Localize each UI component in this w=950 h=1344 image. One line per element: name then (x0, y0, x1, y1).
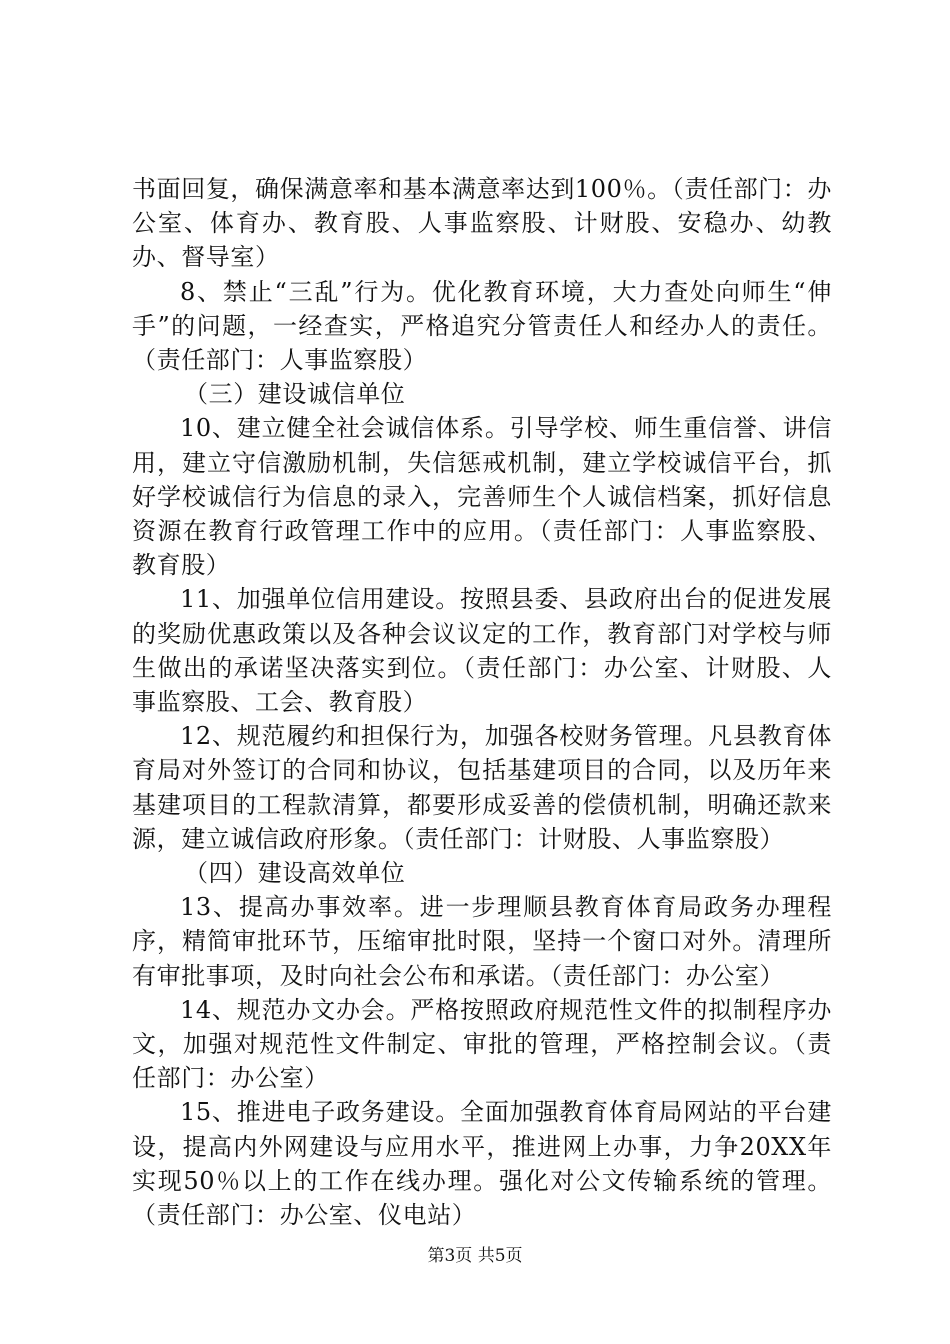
document-body (132, 172, 832, 1232)
paragraph: 11、加强单位信用建设。按照县委、县政府出台的促进发展的奖励优惠政策以及各种会议议定的工作，教育部门对学校与师生做出的承诺坚决落实到位。（责任部门：办公室、计财股、人事监察股、工会、教育股） (132, 585, 832, 717)
section-heading: （四）建设高效单位 (184, 859, 406, 888)
paragraph: 14、规范办文办会。严格按照政府规范性文件的拟制程序办文，加强对规范性文件制定、审批的管理，严格控制会议。（责任部门：办公室） (132, 995, 832, 1093)
paragraph: 15、推进电子政务建设。全面加强教育体育局网站的平台建设，提高内外网建设与应用水平，推进网上办事，力争20XX年实现50％以上的工作在线办理。强化对公文传输系统的管理。（责任部门：办公室、仪电站） (132, 1098, 832, 1230)
page-footer: 第3页 共5页 (427, 1246, 523, 1266)
paragraph: 12、规范履约和担保行为，加强各校财务管理。凡县教育体育局对外签订的合同和协议，包括基建项目的合同，以及历年来基建项目的工程款清算，都要形成妥善的偿债机制，明确还款来源，建立诚信政府形象。（责任部门：计财股、人事监察股） (132, 722, 832, 853)
paragraph: 书面回复，确保满意率和基本满意率达到100％。（责任部门：办公室、体育办、教育股、人事监察股、计财股、安稳办、幼教办、督导室） (132, 175, 832, 272)
paragraph: 10、建立健全社会诚信体系。引导学校、师生重信誉、讲信用，建立守信激励机制，失信惩戒机制，建立学校诚信平台，抓好学校诚信行为信息的录入，完善师生个人诚信档案，抓好信息资源在教育行政管理工作中的应用。（责任部门：人事监察股、教育股） (132, 414, 832, 580)
paragraph: 8、禁止“三乱”行为。优化教育环境，大力查处向师生“伸手”的问题，一经查实，严格追究分管责任人和经办人的责任。（责任部门：人事监察股） (132, 277, 832, 375)
paragraph: 13、提高办事效率。进一步理顺县教育体育局政务办理程序，精简审批环节，压缩审批时限，坚持一个窗口对外。清理所有审批事项，及时向社会公布和承诺。（责任部门：办公室） (132, 893, 832, 990)
section-heading: （三）建设诚信单位 (184, 380, 406, 409)
